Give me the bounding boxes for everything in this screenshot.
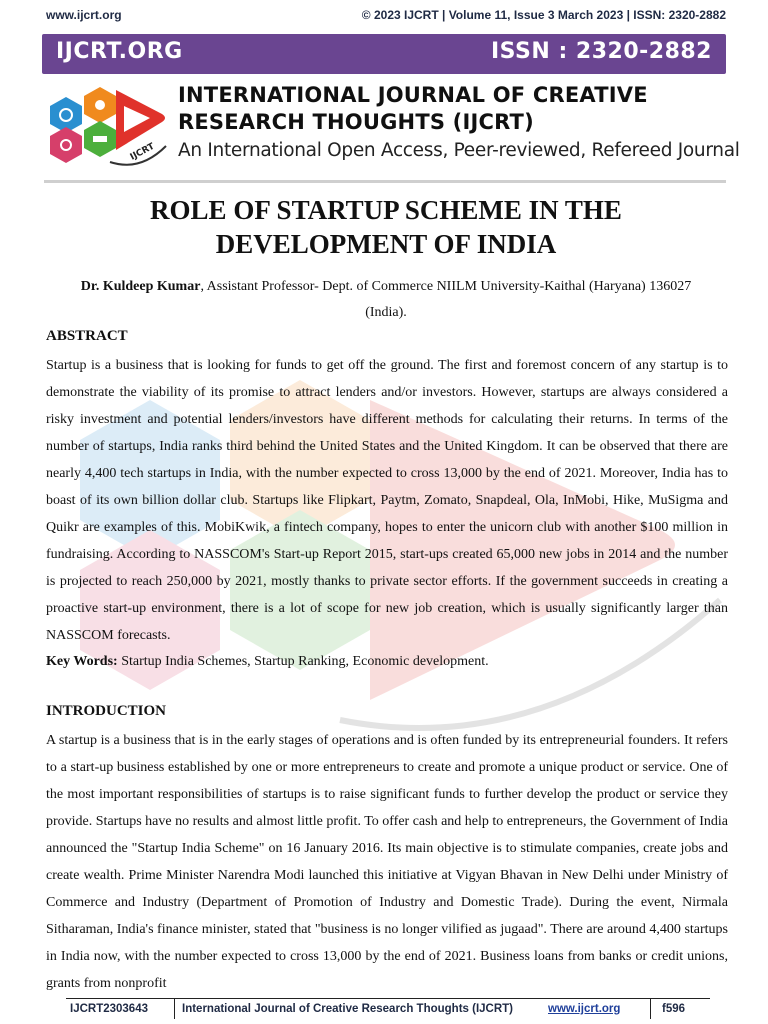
footer-separator (650, 999, 651, 1019)
abstract-heading: ABSTRACT (46, 328, 128, 344)
ijcrt-logo-icon (44, 80, 172, 176)
journal-title-line2: RESEARCH THOUGHTS (IJCRT) (178, 110, 534, 134)
abstract-body (46, 352, 728, 649)
footer-separator (174, 999, 175, 1019)
abstract-text: Startup is a business that is looking for funds to get off the ground. The first and foremost concern of any startup is to demonstrate the viability of its promise to attract lenders and/or investors. However, startups are always considered a risky investment and potential lenders/investors have different methods for calculating their returns. In terms of the number of startups, India ranks third behind the United States and the United Kingdom. It can be observed that there are nearly 4,400 tech startups in India, with the number expected to cross 13,000 by the end of 2021. Moreover, India has to boast of its own billion dollar club. Startups like Flipkart, Paytm, Zomato, Snapdeal, Ola, InMobi, Hike, MuSigma and Quikr are examples of this. MobiKwik, a fintech company, hopes to enter the unicorn club with another $100 million in fundraising. According to NASSCOM's Start-up Report 2015, start-ups created 65,000 new jobs in 2014 and the number is projected to reach 250,000 by 2021, mostly thanks to private sector efforts. If the government succeeds in creating a proactive start-up environment, there is a lot of scope for new job creation, which is usually significantly larger than NASSCOM forecasts. (46, 358, 728, 643)
author-country: (India). (365, 305, 407, 320)
keywords-label: Key Words: (46, 654, 118, 669)
logo-text: IJCRT (128, 141, 157, 163)
keywords (46, 648, 489, 675)
introduction-heading: INTRODUCTION (46, 703, 167, 719)
header-site-url[interactable]: www.ijcrt.org (46, 8, 122, 22)
banner-site-name: IJCRT.ORG (56, 39, 183, 64)
introduction-text: A startup is a business that is in the early stages of operations and is often funded by its entrepreneurial founders. It refers to a start-up business established by one or more entrepreneurs to create and promote a unique product or service. One of the most important responsibilities of startups is to raise significant funds to further develop the product or service they provide. Startups have no results and almost little profit. To offer cash and help to entrepreneurs, the Government of India announced the "Startup India Scheme" on 16 January 2016. Its main objective is to stimulate companies, create jobs and create wealth. Prime Minister Narendra Modi launched this initiative at Vigyan Bhavan in New Delhi under Ministry of Commerce and Industry (Department of Promotion of Industry and Domestic Trade). During the event, Nirmala Sitharaman, India's finance minister, stated that "business is no longer vilified as jugaad". There are around 4,400 startups in India now, with the number expected to cross 13,000 by the end of 2021. Business loans from banks or credit unions, grants from nonprofit (46, 733, 728, 991)
footer-paper-id: IJCRT2303643 (70, 1003, 148, 1015)
keywords-text: Startup India Schemes, Startup Ranking, Economic development. (117, 654, 489, 669)
header-divider (44, 180, 726, 183)
logo-hex-pink (50, 127, 82, 163)
footer-page-number: f596 (662, 1003, 686, 1015)
paper-title (46, 193, 726, 261)
author-name: Dr. Kuldeep Kumar (80, 279, 201, 294)
running-header (46, 8, 726, 26)
journal-banner (42, 34, 726, 74)
footer-site-link[interactable]: www.ijcrt.org (548, 1003, 621, 1015)
header-volume-info: © 2023 IJCRT | Volume 11, Issue 3 March 2023 | ISSN: 2320-2882 (361, 8, 726, 22)
journal-title (178, 82, 648, 136)
author-affiliation: , Assistant Professor- Dept. of Commerce NIILM University-Kaithal (Haryana) 136027 (200, 279, 692, 294)
paper-title-line2: DEVELOPMENT OF INDIA (215, 229, 557, 259)
page-footer (66, 998, 710, 1021)
author-block (46, 274, 726, 326)
footer-journal-name: International Journal of Creative Research Thoughts (IJCRT) (182, 1003, 513, 1015)
paper-title-line1: ROLE OF STARTUP SCHEME IN THE (150, 195, 622, 225)
banner-issn: ISSN : 2320-2882 (490, 39, 712, 64)
journal-subtitle: An International Open Access, Peer-reviewed, Refereed Journal (178, 140, 740, 161)
journal-title-line1: INTERNATIONAL JOURNAL OF CREATIVE (178, 83, 648, 107)
introduction-body (46, 727, 728, 997)
